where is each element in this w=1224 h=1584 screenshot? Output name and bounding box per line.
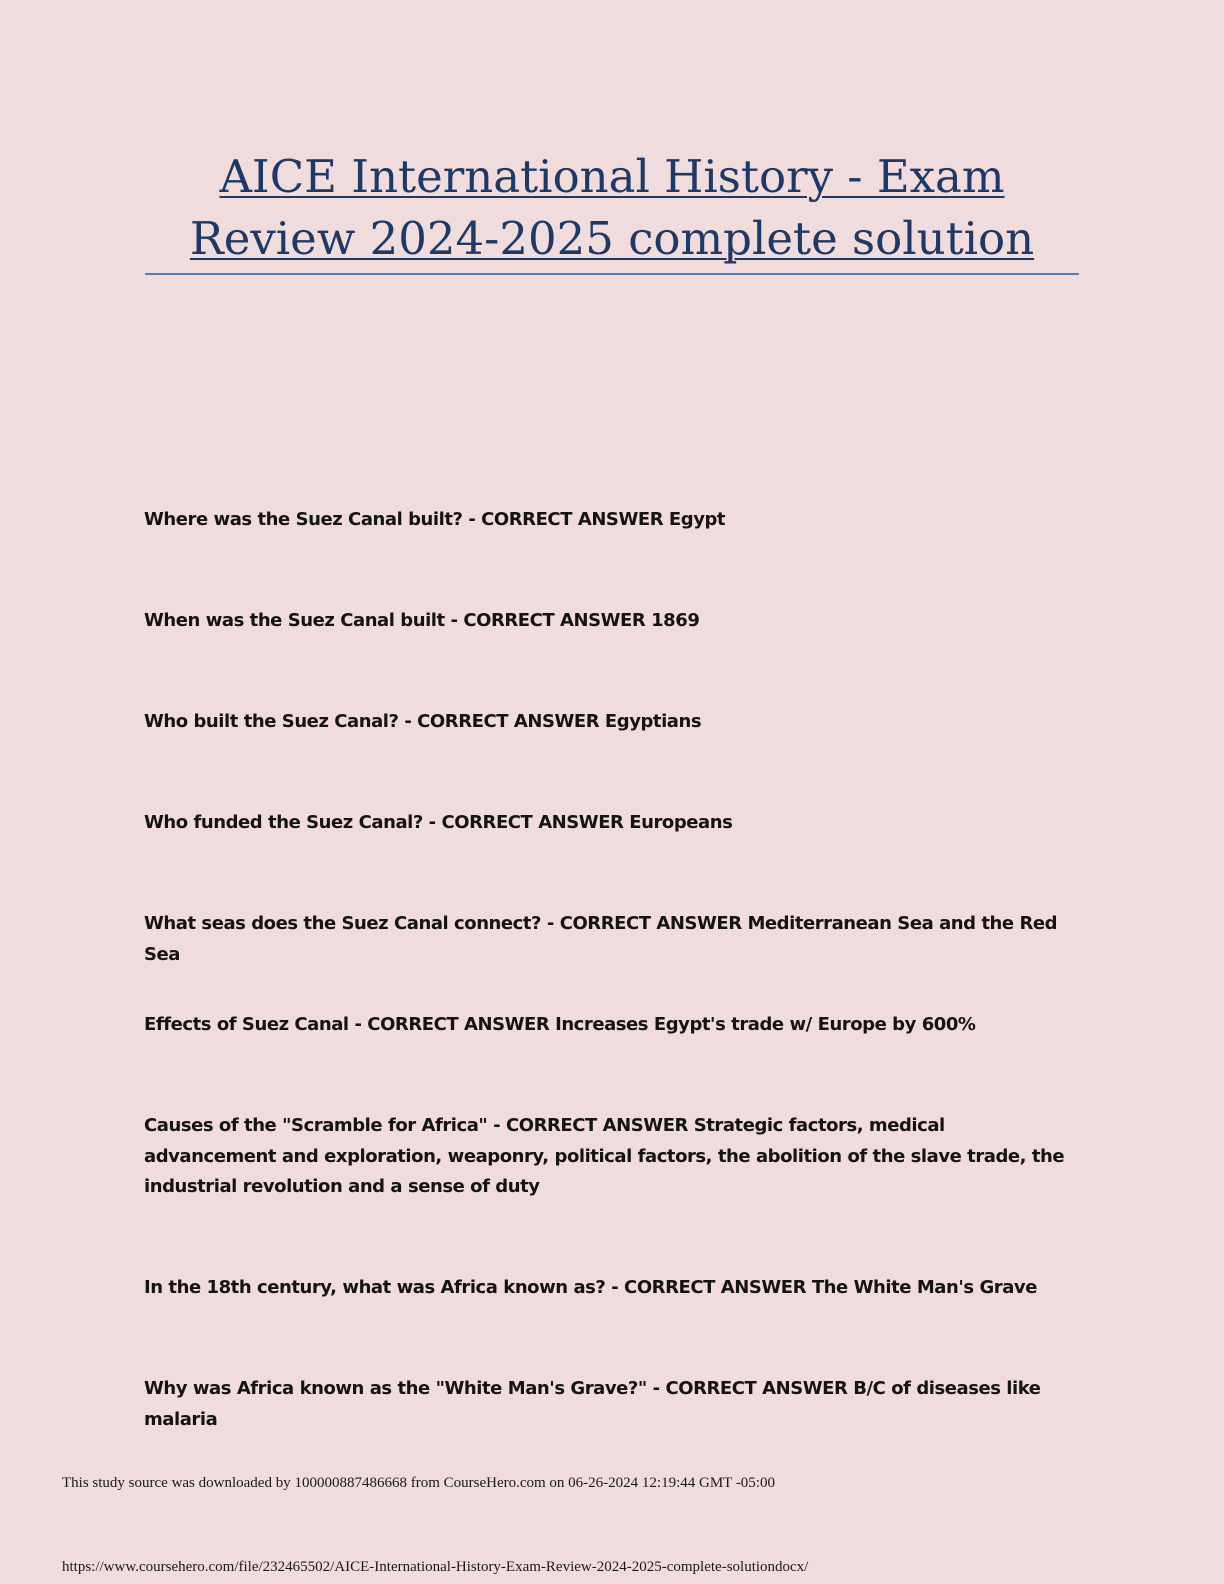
qa-item: In the 18th century, what was Africa known as? - CORRECT ANSWER The White Man's Grave: [144, 1277, 1037, 1298]
qa-item: Who built the Suez Canal? - CORRECT ANSWER Egyptians: [144, 711, 702, 732]
qa-item: Causes of the "Scramble for Africa" - CORRECT ANSWER Strategic factors, medical advancement and exploration, weaponry, political factors, the abolition of the slave trade, the industrial revolution and a sense of duty: [144, 1115, 1065, 1197]
document-title: [145, 146, 1079, 270]
document-title-line-2: Review 2024-2025 complete solution: [189, 212, 1035, 265]
qa-item: When was the Suez Canal built - CORRECT ANSWER 1869: [144, 610, 700, 631]
source-url: https://www.coursehero.com/file/232465502/AICE-International-History-Exam-Review-2024-2025-complete-solutiondocx/: [62, 1559, 809, 1575]
qa-item: Who funded the Suez Canal? - CORRECT ANSWER Europeans: [144, 812, 733, 833]
qa-item: Effects of Suez Canal - CORRECT ANSWER Increases Egypt's trade w/ Europe by 600%: [144, 1014, 976, 1035]
document-title-line-1: AICE International History - Exam: [219, 150, 1005, 203]
qa-item: What seas does the Suez Canal connect? - CORRECT ANSWER Mediterranean Sea and the Red Sea: [144, 913, 1058, 965]
qa-item: Where was the Suez Canal built? - CORRECT ANSWER Egypt: [144, 509, 726, 530]
qa-item: Why was Africa known as the "White Man's Grave?" - CORRECT ANSWER B/C of diseases like malaria: [144, 1378, 1041, 1430]
download-notice: This study source was downloaded by 100000887486668 from CourseHero.com on 06-26-2024 12:19:44 GMT -05:00: [62, 1475, 775, 1491]
title-divider: [145, 273, 1079, 275]
